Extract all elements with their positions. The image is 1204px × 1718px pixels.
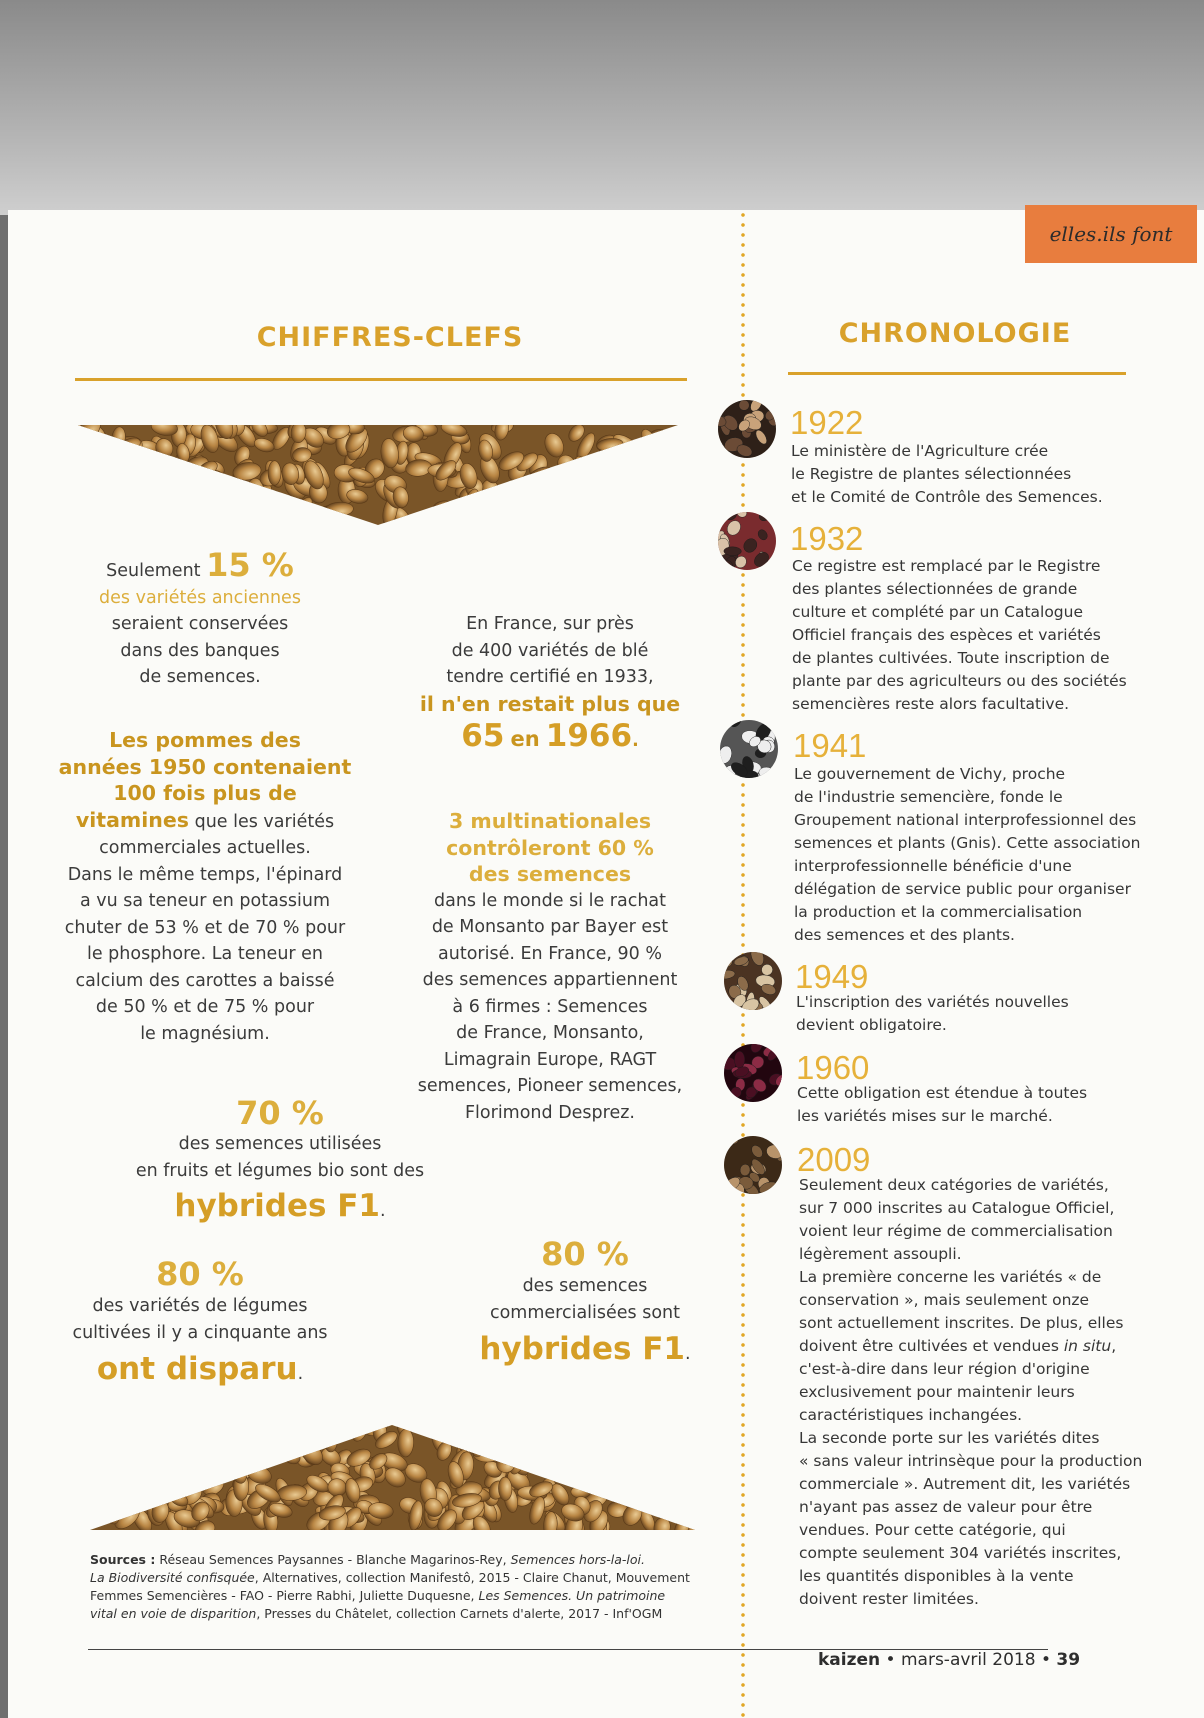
seeds-photo-icon xyxy=(724,952,782,1010)
wheat-grain xyxy=(213,488,239,512)
wheat-grain xyxy=(627,1449,658,1476)
wheat-grain xyxy=(176,487,204,508)
wheat-grain xyxy=(283,506,310,525)
wheat-grain xyxy=(659,1495,688,1519)
seed-dot-1932 xyxy=(718,512,776,570)
wheat-grain xyxy=(581,474,613,505)
wheat-grain xyxy=(606,1436,635,1465)
wheat-grain xyxy=(639,463,670,494)
wheat-grain xyxy=(174,1436,203,1465)
wheat-grain xyxy=(97,1468,121,1500)
wheat-grain xyxy=(525,508,555,525)
year-1941: 1941 xyxy=(793,727,867,764)
wheat-grain xyxy=(87,494,108,512)
wheat-grain xyxy=(547,487,563,515)
stat-multinationals: 3 multinationales contrôleront 60 % des semences dans le monde si le rachat de Monsanto par Bayer est autorisé. En France, 90 % des semences appartiennent à 6 firmes : Semences de France, Monsanto, Limagrain Europe, RAGT semences, Pioneer semences, Florimond Desprez. xyxy=(417,809,683,1123)
wheat-grain xyxy=(268,461,281,486)
key-figures-rule xyxy=(75,378,687,381)
wheat-grain xyxy=(154,1444,180,1470)
wheat-grain xyxy=(127,498,145,524)
wheat-grain xyxy=(101,1470,126,1495)
wheat-grain xyxy=(542,503,562,525)
wheat-grain xyxy=(581,1457,605,1486)
seed-dot-1941 xyxy=(720,720,778,778)
wheat-grain xyxy=(168,504,196,525)
wheat-grain xyxy=(249,1451,268,1468)
wheat-grain xyxy=(546,509,571,525)
wheat-grain xyxy=(635,1480,669,1510)
wheat-grain xyxy=(97,497,121,518)
wheat-grain xyxy=(85,501,106,525)
wheat-grain xyxy=(588,504,612,525)
wheat-grain xyxy=(169,1437,192,1460)
wheat-grain xyxy=(545,1457,569,1483)
wheat-grain xyxy=(219,496,251,525)
wheat-grain xyxy=(636,1426,660,1445)
wheat-grain xyxy=(589,1458,613,1482)
event-1949: L'inscription des variétés nouvelles devient obligatoire. xyxy=(796,993,1069,1034)
wheat-grain xyxy=(136,1484,167,1507)
wheat-grain xyxy=(220,489,253,517)
wheat-grain xyxy=(624,1425,639,1443)
wheat-grain xyxy=(673,1450,692,1474)
wheat-grain xyxy=(157,503,183,525)
seeds-photo-icon xyxy=(724,1044,782,1102)
seed-dot-1949 xyxy=(724,952,782,1010)
wheat-grain xyxy=(263,498,293,525)
year-2009: 2009 xyxy=(797,1141,871,1178)
wheat-grain xyxy=(472,1425,501,1458)
wheat-grain xyxy=(625,456,657,479)
event-1922: Le ministère de l'Agriculture crée le Registre de plantes sélectionnées et le Comité de Contrôle des Semences. xyxy=(791,442,1103,506)
wheat-grain xyxy=(133,1454,165,1476)
wheat-grain xyxy=(637,1425,661,1439)
wheat-grain xyxy=(89,475,113,494)
wheat-grain xyxy=(641,485,671,504)
stat-apples-vitamins: Les pommes des années 1950 contenaient 100 fois plus de vitamines que les variétés commerciales actuelles. Dans le même temps, l'épinard a vu sa teneur en potassium chuter de 53 % et de 70 % pour le phosphore. La teneur en calcium des carottes a baissé de 50 % et de 75 % pour le magnésium. xyxy=(58,728,352,1044)
wheat-grain xyxy=(601,1425,626,1441)
wheat-grain xyxy=(126,1425,155,1444)
wheat-grain xyxy=(215,491,236,506)
wheat-grain xyxy=(96,1458,119,1488)
wheat-grain xyxy=(604,1471,633,1497)
wheat-grain xyxy=(586,1437,608,1466)
wheat-grain xyxy=(568,1425,600,1446)
year-1949: 1949 xyxy=(795,958,869,995)
wheat-grain xyxy=(609,1433,633,1457)
wheat-grain xyxy=(563,475,592,499)
wheat-grain xyxy=(87,474,115,491)
wheat-grain xyxy=(169,1458,200,1479)
wheat-grain xyxy=(146,457,173,485)
wheat-grain xyxy=(622,494,647,509)
wheat-grain xyxy=(510,476,532,507)
wheat-grain xyxy=(616,1465,648,1492)
wheat-grain xyxy=(194,483,226,510)
wheat-grain xyxy=(598,478,619,510)
wheat-grain xyxy=(107,1490,128,1519)
wheat-grain xyxy=(636,465,667,490)
wheat-grain xyxy=(551,486,577,503)
wheat-grain xyxy=(191,1438,216,1467)
wheat-grain xyxy=(510,513,536,525)
wheat-grain xyxy=(124,1482,147,1510)
wheat-grain xyxy=(626,1473,658,1500)
wheat-grain xyxy=(90,1425,115,1447)
wheat-grain xyxy=(518,490,545,511)
wheat-grain xyxy=(238,496,265,517)
year-1932: 1932 xyxy=(790,520,864,557)
key-figures-title: CHIFFRES-CLEFS xyxy=(256,322,524,353)
wheat-grain xyxy=(90,1438,110,1457)
seed-dot-2009 xyxy=(724,1136,782,1194)
wheat-grain xyxy=(613,492,647,519)
wheat-grain xyxy=(90,1468,100,1493)
wheat-grain xyxy=(90,1431,106,1455)
wheat-grain xyxy=(153,1463,183,1477)
wheat-grain xyxy=(194,507,216,525)
wheat-grain xyxy=(262,497,287,525)
wheat-grain xyxy=(576,1460,602,1485)
wheat-grain xyxy=(650,448,678,479)
wheat-grain xyxy=(156,1425,180,1440)
stat-organic-hybrids: 70 % des semences utilisées en fruits et légumes bio sont des hybrides F1. xyxy=(135,1094,425,1224)
wheat-grain xyxy=(117,501,139,518)
wheat-grain xyxy=(584,1462,615,1488)
wheat-grain xyxy=(532,1427,561,1450)
wheat-grain xyxy=(580,1425,603,1450)
wheat-grain xyxy=(548,1428,569,1452)
wheat-grain xyxy=(638,1425,666,1446)
wheat-grain xyxy=(513,477,538,501)
wheat-grain xyxy=(137,485,164,513)
wheat-grain xyxy=(89,468,123,500)
wheat-grain xyxy=(427,1425,455,1439)
wheat-grain xyxy=(140,514,158,525)
wheat-grain xyxy=(222,514,252,525)
wheat-grain xyxy=(528,471,547,503)
wheat-grain xyxy=(211,477,236,503)
wheat-grain xyxy=(619,498,638,522)
wheat-grain xyxy=(122,1483,140,1506)
wheat-grain xyxy=(628,475,657,492)
wheat-grain xyxy=(130,1447,156,1466)
wheat-grain xyxy=(151,480,167,511)
stat-vegetables-disappeared: 80 % des variétés de légumes cultivées il y a cinquante ans ont disparu. xyxy=(72,1255,328,1387)
wheat-grain xyxy=(100,457,125,482)
wheat-grain xyxy=(617,1425,647,1448)
wheat-grain xyxy=(644,495,678,523)
wheat-grain xyxy=(78,430,94,450)
wheat-grain xyxy=(140,490,159,516)
wheat-grain xyxy=(586,1425,615,1446)
wheat-grain xyxy=(122,513,145,525)
wheat-grain xyxy=(111,440,129,463)
wheat-grain xyxy=(133,1430,165,1453)
wheat-grain xyxy=(596,1430,626,1450)
wheat-grain xyxy=(545,1455,562,1476)
wheat-grain xyxy=(102,446,133,478)
wheat-grain xyxy=(537,510,558,524)
wheat-grain xyxy=(643,457,673,475)
wheat-grain xyxy=(78,435,102,461)
wheat-grain xyxy=(236,1436,252,1464)
wheat-grain xyxy=(78,491,98,514)
wheat-grain xyxy=(257,1425,287,1442)
wheat-grain xyxy=(619,461,645,490)
wheat-grain xyxy=(130,1486,147,1514)
wheat-grain xyxy=(639,471,661,493)
wheat-grain xyxy=(638,1459,658,1486)
wheat-grain xyxy=(192,1456,210,1480)
wheat-grain xyxy=(666,1448,691,1476)
scan-background xyxy=(0,0,1204,215)
wheat-grain xyxy=(271,511,292,525)
wheat-grain xyxy=(323,1425,338,1452)
wheat-grain xyxy=(138,486,163,511)
event-2009: Seulement deux catégories de variétés, sur 7 000 inscrites au Catalogue Officiel, voient leur régime de commercialisation légèrement assoupli. La première concerne les variétés « de conservation », mais seulement onze sont actuellement inscrites. De plus, elles doivent être cultivées et vendues in situ, c'est-à-dire dans leur région d'origine exclusivement pour maintenir leurs caractéristiques inchangées. La seconde porte sur les variétés dites « sans valeur intrinsèque pour la production commerciale ». Autrement dit, les variétés n'ayant pas assez de valeur pour être vendues. Pour cette catégorie, qui compte seulement 304 variétés inscrites, les quantités disponibles à la vente doivent rester limitées. xyxy=(799,1176,1143,1608)
stat-ancient-varieties: Seulement 15 % des variétés anciennes seraient conservées dans des banques de semences. xyxy=(99,546,301,687)
wheat-grain xyxy=(104,457,130,477)
wheat-grain xyxy=(133,478,147,498)
wheat-grain xyxy=(102,448,128,461)
wheat-grain xyxy=(211,485,240,516)
wheat-grain xyxy=(605,1425,628,1443)
wheat-grain xyxy=(242,1430,265,1456)
wheat-grain xyxy=(593,1425,616,1442)
wheat-grain xyxy=(549,1450,576,1472)
seed-dot-1960 xyxy=(724,1044,782,1102)
wheat-grain xyxy=(564,482,589,508)
wheat-grain xyxy=(178,480,196,506)
section-tab: elles.ils font xyxy=(1025,205,1197,263)
wheat-grain xyxy=(628,1454,649,1474)
wheat-grain xyxy=(632,457,650,481)
wheat-grain xyxy=(178,467,201,493)
wheat-grain xyxy=(605,468,634,488)
wheat-grain xyxy=(106,498,135,522)
wheat-grain xyxy=(630,1425,648,1451)
wheat-grain xyxy=(106,1430,130,1449)
wheat-grain xyxy=(611,1456,638,1487)
wheat-grain xyxy=(684,1474,695,1501)
wheat-grain xyxy=(500,486,523,509)
wheat-grain xyxy=(236,499,266,525)
wheat-grain xyxy=(246,510,267,525)
wheat-grain xyxy=(199,497,230,525)
wheat-grain xyxy=(590,471,623,497)
seeds-photo-icon xyxy=(718,512,776,570)
event-1932: Ce registre est remplacé par le Registre des plantes sélectionnées de grande culture et complété par un Catalogue Officiel français des espèces et variétés de plantes cultivées. Toute inscription de plante par des agriculteurs ou des sociétés semencières reste alors facultative. xyxy=(792,557,1127,713)
wheat-grain xyxy=(182,1427,213,1458)
wheat-triangle-top xyxy=(78,425,678,525)
wheat-grain xyxy=(131,497,157,525)
wheat-grain xyxy=(661,1448,683,1466)
wheat-grain xyxy=(105,1432,128,1465)
sources: Sources : Réseau Semences Paysannes - Blanche Magarinos-Rey, Semences hors-la-loi. La Biodiversité confisquée, Alternatives, collection Manifestô, 2015 - Claire Chanut, Mouvement Femmes Semencières - FAO - Pierre Rabhi, Juliette Duquesne, Les Semences. Un patrimoine vital en voie de disparition, Presses du Châtelet, collection Carnets d'alerte, 2017 - Inf'OGM xyxy=(90,1552,690,1621)
wheat-grain xyxy=(464,1429,485,1455)
wheat-grain xyxy=(493,1425,509,1437)
wheat-grain xyxy=(78,487,95,510)
wheat-grain xyxy=(649,444,671,463)
seeds-photo-icon xyxy=(718,400,776,458)
wheat-grain xyxy=(150,1428,182,1456)
event-1941: Le gouvernement de Vichy, proche de l'industrie semencière, fonde le Groupement national interprofessionnel des semences et plants (Gnis). Cette association interprofessionnelle bénéficie d'une délégation de service public pour organiser la production et la commercialisation des semences et des plants. xyxy=(794,765,1141,944)
wheat-grain xyxy=(78,443,91,471)
wheat-triangle-bottom xyxy=(90,1425,695,1530)
wheat-grain xyxy=(198,498,224,524)
wheat-grain xyxy=(127,455,152,488)
wheat-grain xyxy=(137,475,167,509)
wheat-grain xyxy=(468,500,494,524)
stat-commercial-hybrids: 80 % des semences commercialisées sont hybrides F1. xyxy=(479,1235,691,1367)
wheat-grain xyxy=(163,1463,189,1482)
wheat-grain xyxy=(600,507,622,525)
wheat-grain xyxy=(196,504,223,525)
wheat-grain xyxy=(475,1425,502,1445)
wheat-grain xyxy=(659,476,678,493)
wheat-grain xyxy=(86,487,111,514)
wheat-grain xyxy=(191,497,215,524)
wheat-grain xyxy=(547,498,576,523)
wheat-grain xyxy=(624,460,649,483)
wheat-grain xyxy=(117,1458,147,1487)
wheat-grain xyxy=(78,457,100,475)
wheat-grain xyxy=(537,497,556,512)
chronology-rule xyxy=(788,372,1126,375)
wheat-grain xyxy=(87,442,111,467)
wheat-grain xyxy=(217,498,245,525)
seeds-photo-icon xyxy=(724,1136,782,1194)
wheat-grain xyxy=(634,487,665,521)
wheat-grain xyxy=(136,482,164,513)
wheat-grain xyxy=(107,1429,136,1460)
wheat-grain xyxy=(559,482,587,503)
wheat-grain xyxy=(649,433,676,453)
wheat-grain xyxy=(303,1425,330,1443)
wheat-grain xyxy=(103,469,134,489)
wheat-grain xyxy=(509,499,532,525)
wheat-grain xyxy=(116,442,139,469)
event-1960: Cette obligation est étendue à toutes les variétés mises sur le marché. xyxy=(797,1084,1088,1125)
wheat-grain xyxy=(188,469,215,493)
wheat-grain xyxy=(566,501,594,525)
wheat-grain xyxy=(78,445,96,470)
wheat-grain xyxy=(86,510,118,525)
wheat-grain xyxy=(681,1446,695,1465)
wheat-grain xyxy=(90,1428,111,1452)
wheat-grain xyxy=(110,452,126,477)
wheat-grain xyxy=(160,1464,176,1485)
wheat-grain xyxy=(606,1425,634,1446)
wheat-grain xyxy=(129,1455,151,1486)
wheat-grain xyxy=(163,1448,186,1467)
wheat-grain xyxy=(564,506,588,525)
wheat-grain xyxy=(116,445,138,469)
wheat-grain xyxy=(648,1491,668,1518)
stat-wheat-varieties: En France, sur près de 400 variétés de blé tendre certifié en 1933, il n'en restait plus que 65 en 1966. xyxy=(419,614,681,754)
wheat-grain xyxy=(615,1430,637,1455)
wheat-grain xyxy=(104,441,127,464)
wheat-grain xyxy=(102,1425,130,1441)
year-1960: 1960 xyxy=(796,1049,870,1086)
wheat-grain xyxy=(333,1425,346,1441)
wheat-grain xyxy=(652,491,671,514)
wheat-grain xyxy=(536,1460,561,1479)
wheat-grain xyxy=(279,1425,306,1437)
wheat-grain xyxy=(559,466,584,491)
wheat-grain xyxy=(90,1425,110,1443)
seed-dot-1922 xyxy=(718,400,776,458)
page-footer: kaizen • mars-avril 2018 • 39 xyxy=(818,1650,1081,1670)
wheat-grain xyxy=(587,507,604,525)
wheat-grain xyxy=(106,1466,132,1482)
wheat-grain xyxy=(626,443,644,470)
seeds-photo-icon xyxy=(720,720,778,778)
wheat-grain xyxy=(529,1425,551,1447)
wheat-grain xyxy=(126,1448,152,1465)
wheat-grain xyxy=(283,1425,317,1445)
wheat-grain xyxy=(124,474,155,504)
year-1922: 1922 xyxy=(790,404,864,441)
wheat-grain xyxy=(78,473,98,492)
wheat-grain xyxy=(521,488,544,506)
wheat-grain xyxy=(115,1425,141,1445)
wheat-grain xyxy=(673,1488,695,1508)
wheat-grain xyxy=(213,1433,236,1462)
wheat-grain xyxy=(551,1426,583,1452)
wheat-grain xyxy=(113,445,131,473)
chronology-title: CHRONOLOGIE xyxy=(838,318,1072,349)
wheat-grain xyxy=(125,1475,149,1501)
wheat-grain xyxy=(144,507,157,525)
wheat-grain xyxy=(617,1426,643,1459)
